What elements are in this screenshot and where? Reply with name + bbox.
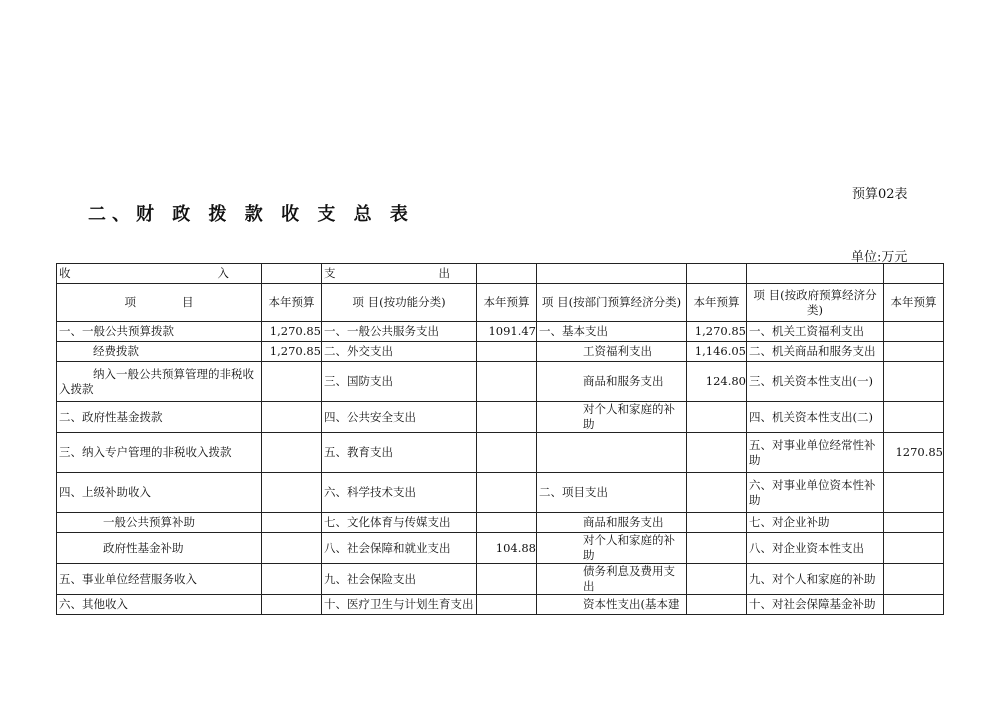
table-row: 六、其他收入 十、医疗卫生与计划生育支出 资本性支出(基本建 十、对社会保障基金补助 (57, 595, 944, 615)
table-row: 三、纳入专户管理的非税收入拨款 五、教育支出 五、对事业单位经常性补助 1270.85 (57, 433, 944, 473)
table-row: 二、政府性基金拨款 四、公共安全支出 对个人和家庭的补助 四、机关资本性支出(二) (57, 402, 944, 433)
header-income: 收 入 (57, 264, 262, 284)
header-budget-4: 本年预算 (884, 284, 944, 322)
header-budget-3: 本年预算 (687, 284, 747, 322)
header-row-1 (57, 264, 944, 284)
header-gov: 项 目(按政府预算经济分类) (747, 284, 884, 322)
table-row: 一、一般公共预算拨款 1,270.85 一、一般公共服务支出 1091.47 一、基本支出 1,270.85 一、机关工资福利支出 (57, 322, 944, 342)
table-row: 经费拨款 1,270.85 二、外交支出 工资福利支出 1,146.05 二、机关商品和服务支出 (57, 342, 944, 362)
header-expense: 支 出 (322, 264, 477, 284)
table-row: 政府性基金补助 八、社会保障和就业支出 104.88 对个人和家庭的补助 八、对企业资本性支出 (57, 533, 944, 564)
budget-summary-table (56, 263, 944, 615)
header-row-2 (57, 284, 944, 322)
table-row: 四、上级补助收入 六、科学技术支出 二、项目支出 六、对事业单位资本性补助 (57, 473, 944, 513)
header-item: 项 目 (57, 284, 262, 322)
document-title: 二、财 政 拨 款 收 支 总 表 (88, 204, 414, 225)
table-row: 纳入一般公共预算管理的非税收入拨款 三、国防支出 商品和服务支出 124.80 三、机关资本性支出(一) (57, 362, 944, 402)
header-dept: 项 目(按部门预算经济分类) (537, 284, 687, 322)
form-number: 预算02表 (852, 187, 908, 202)
table-row: 五、事业单位经营服务收入 九、社会保险支出 债务利息及费用支出 九、对个人和家庭的补助 (57, 564, 944, 595)
table-row: 一般公共预算补助 七、文化体育与传媒支出 商品和服务支出 七、对企业补助 (57, 513, 944, 533)
header-func: 项 目(按功能分类) (322, 284, 477, 322)
header-budget-1: 本年预算 (262, 284, 322, 322)
unit-label: 单位:万元 (851, 250, 908, 265)
header-budget-2: 本年预算 (477, 284, 537, 322)
